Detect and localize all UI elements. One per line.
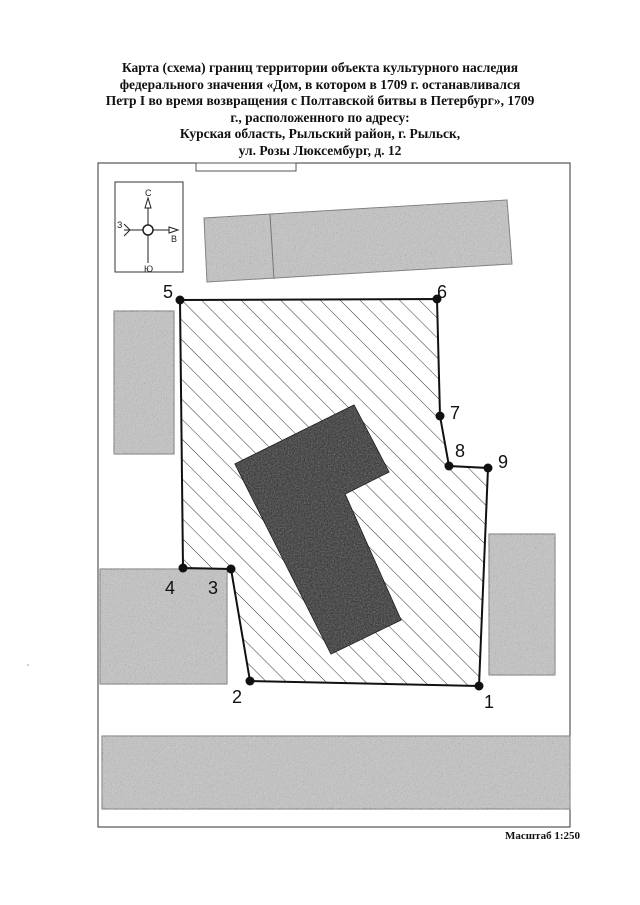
neighbor-plot-top-edge: [196, 163, 296, 171]
title-line: федерального значения «Дом, в котором в 1709 г. останавливался: [119, 76, 521, 92]
compass-rose: [115, 182, 183, 274]
point-label-4: 4: [165, 578, 176, 598]
compass-east-label: В: [171, 234, 178, 244]
title-line: Петр I во время возвращения с Полтавской битвы в Петербург», 1709: [105, 93, 535, 108]
boundary-point: [475, 682, 484, 691]
point-label-5: 5: [163, 282, 174, 302]
compass-south-label: Ю: [144, 264, 154, 274]
boundary-point: [246, 677, 255, 686]
neighbor-plot-south: [102, 736, 570, 809]
neighbor-plot-west: [114, 311, 174, 454]
compass-west-label: З: [117, 220, 123, 230]
point-label-6: 6: [437, 282, 448, 302]
stray-mark: [27, 664, 29, 666]
boundary-point: [227, 565, 236, 574]
point-label-8: 8: [455, 441, 466, 461]
neighbor-plot-north: [204, 200, 512, 282]
point-label-1: 1: [484, 692, 495, 712]
compass-center: [143, 225, 153, 235]
point-label-2: 2: [232, 687, 243, 707]
boundary-point: [445, 462, 454, 471]
boundary-point: [436, 412, 445, 421]
boundary-point: [176, 296, 185, 305]
point-label-7: 7: [450, 403, 461, 423]
compass-north-label: С: [145, 188, 152, 198]
point-label-9: 9: [498, 452, 509, 472]
boundary-point: [484, 464, 493, 473]
neighbor-plot-east: [489, 534, 555, 675]
scale-label: Масштаб 1:250: [504, 830, 580, 842]
title-line: Карта (схема) границ территории объекта культурного наследия: [121, 60, 519, 75]
point-label-3: 3: [208, 578, 219, 598]
title-line: г., расположенного по адресу:: [230, 109, 410, 125]
title-line: Курская область, Рыльский район, г. Рыльск,: [179, 126, 461, 141]
boundary-point: [179, 564, 188, 573]
title-line: ул. Розы Люксембург, д. 12: [238, 142, 402, 158]
